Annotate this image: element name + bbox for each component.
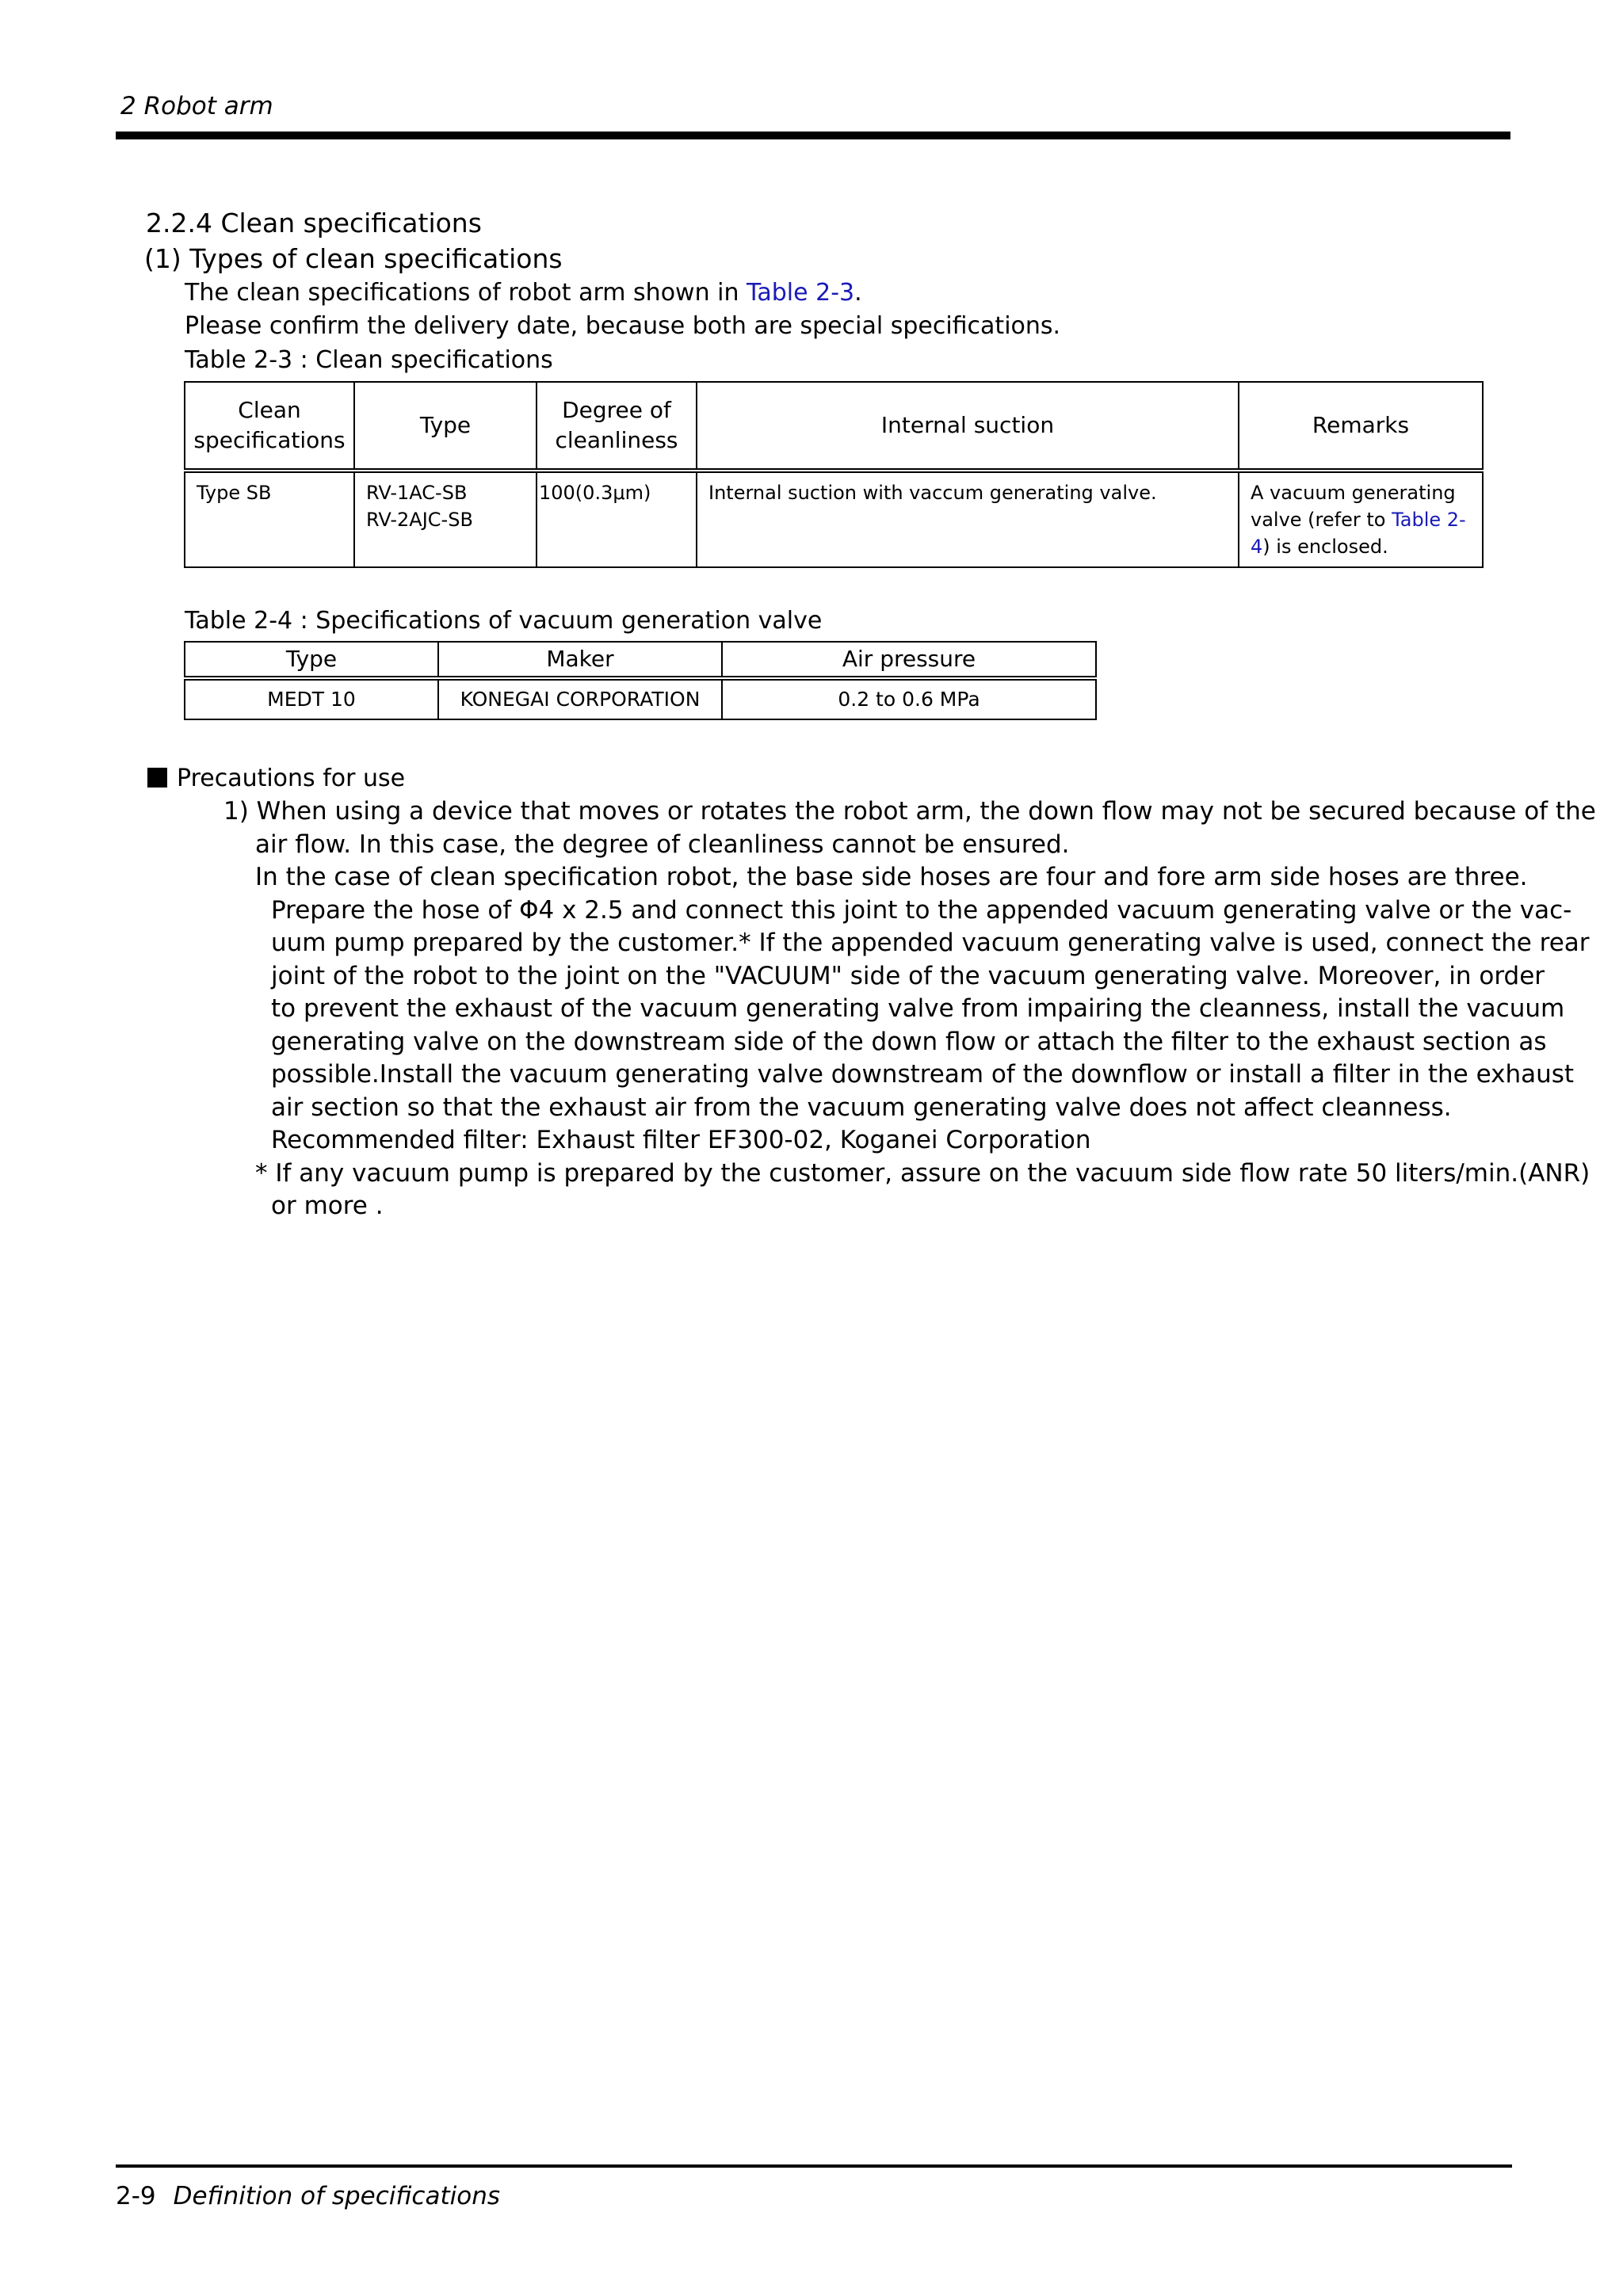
precautions-heading [147,765,405,792]
footer-title: Definition of specifications [173,2182,500,2210]
precaution-line: uum pump prepared by the customer.* If the appended vacuum generating valve is used, connect the rear [271,929,1590,957]
footnote-line: * If any vacuum pump is prepared by the customer, assure on the vacuum side flow rate 50 liters/min.(ANR) [255,1158,1591,1188]
precaution-line: generating valve on the downstream side of the down flow or attach the filter to the exhaust section as [271,1027,1547,1056]
page-number: 2-9 [116,2182,156,2210]
running-header: 2 Robot arm [120,92,273,120]
header-air-pressure: Air pressure [722,642,1096,678]
header-suction: Internal suction [697,382,1239,471]
footnote-line: or more . [271,1192,384,1220]
table-header-row [185,642,1096,678]
table-row [185,471,1483,567]
precaution-line: air flow. In this case, the degree of cleanliness cannot be ensured. [255,830,1070,859]
precaution-line: 1) When using a device that moves or rotates the robot arm, the down flow may not be secured because of the [223,797,1596,826]
cell-maker: KONEGAI CORPORATION [438,678,722,719]
intro-suffix: . [854,279,862,307]
table-2-3-link[interactable]: Table 2-3 [747,279,855,307]
cell-clean-spec: Type SB [185,471,354,567]
table-2-4-link[interactable]: Table 2- [1392,509,1466,531]
precaution-line: possible.Install the vacuum generating valve downstream of the downflow or install a filter in the exhaust [271,1060,1575,1089]
table-row [185,678,1096,719]
cell-type: RV-1AC-SB RV-2AJC-SB [354,471,537,567]
header-type: Type [354,382,537,471]
intro-text: The clean specifications of robot arm shown in [185,279,747,307]
precaution-item-1 [223,795,1596,1223]
cell-suction: Internal suction with vaccum generating valve. [697,471,1239,567]
precaution-line: In the case of clean specification robot, the base side hoses are four and fore arm side hoses are three. [255,863,1528,891]
precautions-title: Precautions for use [177,765,406,792]
precaution-line: to prevent the exhaust of the vacuum generating valve from impairing the cleanness, install the vacuum [271,994,1565,1023]
cell-degree: 100(0.3μm) [537,471,697,567]
clean-spec-table [184,381,1484,568]
header-maker: Maker [438,642,722,678]
intro-paragraph [185,279,862,307]
precaution-line: joint of the robot to the joint on the "VACUUM" side of the vacuum generating valve. Moreover, in order [271,961,1545,990]
header-clean-spec: Clean specifications [185,382,354,471]
precaution-line: air section so that the exhaust air from the vacuum generating valve does not affect cleanness. [271,1093,1452,1122]
cell-type: MEDT 10 [185,678,438,719]
table-2-4-link-cont[interactable]: 4 [1251,536,1263,558]
page-footer [116,2182,500,2210]
table-2-3-caption: Table 2-3 : Clean specifications [185,346,553,374]
header-degree: Degree of cleanliness [537,382,697,471]
intro-line-2: Please confirm the delivery date, because both are special specifications. [185,312,1061,340]
table-2-4-caption: Table 2-4 : Specifications of vacuum generation valve [185,607,823,635]
footer-rule [116,2164,1512,2168]
valve-spec-table [184,641,1097,720]
cell-remarks: A vacuum generating valve (refer to Table 2- 4) is enclosed. [1239,471,1483,567]
subsection-heading: (1) Types of clean specifications [144,243,563,274]
precaution-line: Recommended filter: Exhaust filter EF300-02, Koganei Corporation [271,1126,1091,1154]
cell-air-pressure: 0.2 to 0.6 MPa [722,678,1096,719]
header-rule [116,132,1510,139]
header-remarks: Remarks [1239,382,1483,471]
section-heading: 2.2.4 Clean specifications [146,208,482,238]
precaution-line: Prepare the hose of Φ4 x 2.5 and connect this joint to the appended vacuum generating valve or the vac- [271,895,1572,925]
square-bullet-icon [147,768,167,788]
table-header-row [185,382,1483,471]
header-type: Type [185,642,438,678]
